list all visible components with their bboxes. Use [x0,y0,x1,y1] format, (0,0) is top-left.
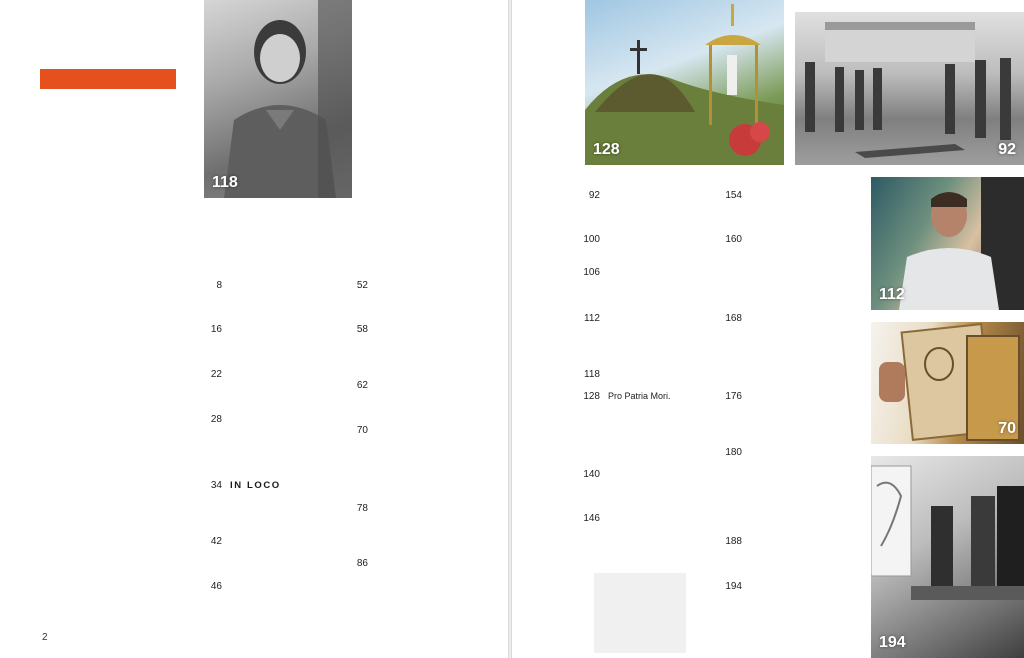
entry-page-number: 42 [210,536,222,547]
entry-page-number: 22 [210,369,222,380]
photo-man-portrait [871,177,1024,310]
entry-page-number: 154 [725,190,742,201]
entry-page-number: 128 [583,391,600,402]
entry-page-number: 62 [356,380,368,391]
entry-page-number: 58 [356,324,368,335]
entry-page-number: 176 [725,391,742,402]
artists-scene-icon [871,456,1024,658]
entry-page-number: 160 [725,234,742,245]
entry-page-number: 146 [583,513,600,524]
photo-memorial [585,0,784,165]
entry-page-number: 106 [583,267,600,278]
photo-page-label: 194 [879,634,906,651]
entry-page-number: 34 [210,480,222,491]
entry-page-number: 180 [725,447,742,458]
entry-page-number: 188 [725,536,742,547]
entry-page-number: 70 [356,425,368,436]
entry-page-number: 140 [583,469,600,480]
entry-page-number: 118 [584,369,600,380]
entry-page-number: 92 [588,190,600,201]
photo-artists [871,456,1024,658]
entry-page-number: 78 [356,503,368,514]
photo-page-label: 70 [998,420,1016,437]
entry-description: Pro Patria Mori. [608,391,671,401]
entry-body [230,480,356,492]
entry-page-number: 194 [725,581,742,592]
photo-woman-portrait [204,0,352,198]
portrait-silhouette-icon [204,0,352,198]
entry-page-number: 86 [356,558,368,569]
photo-soldiers [795,12,1024,165]
entry-page-number: 46 [210,581,222,592]
entry-section-title: IN LOCO [230,480,281,491]
photo-page-label: 92 [998,141,1016,158]
soldiers-scene-icon [795,12,1024,165]
photo-page-label: 112 [879,286,905,303]
page-number-left: 2 [42,632,48,643]
issue-badge [40,69,176,89]
entry-page-number: 168 [725,313,742,324]
entry-page-number: 28 [210,414,222,425]
entry-page-number: 8 [216,280,222,291]
cover-caption [594,573,686,653]
photo-page-label: 118 [212,174,238,191]
entry-page-number: 112 [584,313,600,324]
entry-body [608,391,734,403]
entry-page-number: 16 [210,324,222,335]
photo-page-label: 128 [593,141,620,158]
entry-page-number: 52 [356,280,368,291]
entry-page-number: 100 [583,234,600,245]
photo-book [871,322,1024,444]
masthead-sidebar [0,0,192,658]
